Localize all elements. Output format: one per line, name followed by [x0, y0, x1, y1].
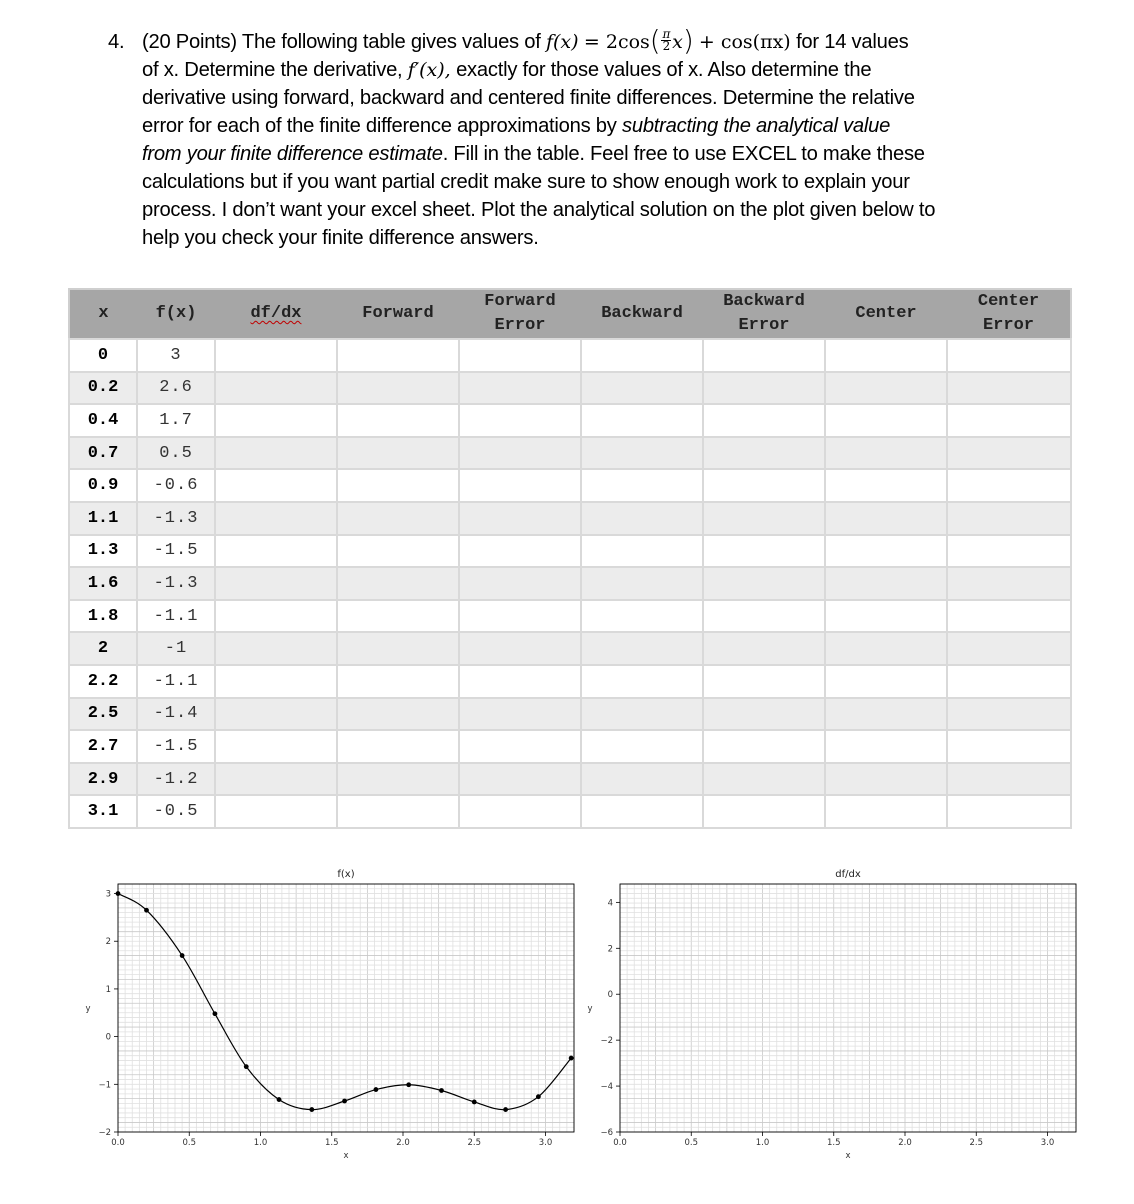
function-arg-x: x: [672, 31, 683, 53]
cell-x: 2.2: [69, 665, 137, 698]
y-tick-label: 1: [105, 984, 111, 995]
cell-backward-error-blank[interactable]: [703, 404, 825, 437]
cell-center-blank[interactable]: [825, 437, 947, 470]
y-tick-label: 4: [607, 898, 613, 909]
header-fx: f(x): [137, 289, 215, 339]
cell-center-error-blank[interactable]: [947, 567, 1071, 600]
cell-center-error-blank[interactable]: [947, 600, 1071, 633]
cell-center-blank[interactable]: [825, 404, 947, 437]
header-forward: Forward: [337, 289, 459, 339]
cell-forward-error-blank[interactable]: [459, 763, 581, 796]
cell-forward-error-blank[interactable]: [459, 404, 581, 437]
data-point: [342, 1099, 347, 1104]
cell-center-error-blank[interactable]: [947, 502, 1071, 535]
problem-line-8: help you check your finite difference answers.: [142, 227, 539, 249]
data-point: [277, 1097, 282, 1102]
table-row: [69, 535, 1071, 568]
cell-center-error-blank[interactable]: [947, 339, 1071, 372]
derivative-symbol: f′(x),: [407, 59, 451, 81]
cell-fx: -1.5: [137, 535, 215, 568]
cell-forward-blank[interactable]: [337, 600, 459, 633]
x-tick-label: 2.0: [898, 1138, 912, 1148]
data-point: [309, 1107, 314, 1112]
cell-x: 0.2: [69, 372, 137, 405]
problem-line-3: derivative using forward, backward and centered finite differences. Determine the relative: [142, 87, 915, 109]
problem-number: 4.: [108, 31, 125, 53]
cell-fx: -1.5: [137, 730, 215, 763]
header-backward-error: Backward Error: [703, 289, 825, 339]
cell-backward-error-blank[interactable]: [703, 535, 825, 568]
table-row: [69, 372, 1071, 405]
cell-center-blank[interactable]: [825, 535, 947, 568]
cell-backward-error-blank[interactable]: [703, 372, 825, 405]
cell-forward-blank[interactable]: [337, 437, 459, 470]
data-point: [180, 953, 185, 958]
cell-fx: 3: [137, 339, 215, 372]
header-dfdx: df/dx: [215, 289, 337, 339]
header-center-error: Center Error: [947, 289, 1071, 339]
header-center: Center: [825, 289, 947, 339]
problem-line-2b: exactly for those values of x. Also determine the: [456, 59, 872, 81]
cell-center-blank[interactable]: [825, 469, 947, 502]
cell-dfdx-blank[interactable]: [215, 437, 337, 470]
cell-fx: -1.3: [137, 567, 215, 600]
cell-x: 0: [69, 339, 137, 372]
problem-line-4-emphasis: subtracting the analytical value: [622, 115, 891, 137]
function-eq: = 2cos: [583, 31, 650, 53]
x-tick-label: 1.5: [324, 1138, 339, 1148]
function-cos-term: + cos(πx): [698, 31, 791, 53]
cell-center-error-blank[interactable]: [947, 665, 1071, 698]
cell-center-blank[interactable]: [825, 763, 947, 796]
x-tick-label: 1.0: [253, 1138, 268, 1148]
table-header-row: [69, 289, 1071, 339]
cell-backward-error-blank[interactable]: [703, 665, 825, 698]
cell-center-blank[interactable]: [825, 567, 947, 600]
cell-backward-blank[interactable]: [581, 469, 703, 502]
cell-backward-blank[interactable]: [581, 404, 703, 437]
y-tick-label: 2: [607, 944, 613, 955]
cell-x: 1.6: [69, 567, 137, 600]
cell-center-error-blank[interactable]: [947, 632, 1071, 665]
cell-center-error-blank[interactable]: [947, 437, 1071, 470]
data-point: [472, 1100, 477, 1105]
cell-x: 2.9: [69, 763, 137, 796]
cell-center-blank[interactable]: [825, 632, 947, 665]
cell-fx: -1: [137, 632, 215, 665]
cell-backward-blank[interactable]: [581, 632, 703, 665]
cell-forward-blank[interactable]: [337, 698, 459, 731]
table-row: [69, 437, 1071, 470]
problem-line-6: calculations but if you want partial credit make sure to show enough work to explain your: [142, 171, 910, 193]
y-tick-label: −2: [600, 1036, 613, 1047]
cell-forward-error-blank[interactable]: [459, 730, 581, 763]
cell-backward-blank[interactable]: [581, 372, 703, 405]
cell-center-blank[interactable]: [825, 795, 947, 828]
cell-dfdx-blank[interactable]: [215, 730, 337, 763]
cell-backward-error-blank[interactable]: [703, 698, 825, 731]
data-point: [144, 908, 149, 913]
data-point: [536, 1094, 541, 1099]
problem-line-5b: . Fill in the table. Feel free to use EXCEL to make these: [442, 143, 925, 165]
table-row: [69, 763, 1071, 796]
cell-dfdx-blank[interactable]: [215, 372, 337, 405]
table-body: [69, 339, 1071, 828]
table-row: [69, 795, 1071, 828]
cell-center-blank[interactable]: [825, 665, 947, 698]
cell-x: 1.8: [69, 600, 137, 633]
cell-backward-error-blank[interactable]: [703, 795, 825, 828]
x-tick-label: 1.5: [826, 1138, 841, 1148]
close-paren: ): [682, 24, 694, 57]
table-row: [69, 600, 1071, 633]
cell-x: 2.7: [69, 730, 137, 763]
cell-fx: 1.7: [137, 404, 215, 437]
cell-fx: 0.5: [137, 437, 215, 470]
cell-backward-blank[interactable]: [581, 502, 703, 535]
problem-intro: The following table gives values of: [241, 31, 541, 53]
cell-forward-error-blank[interactable]: [459, 437, 581, 470]
cell-fx: -1.4: [137, 698, 215, 731]
cell-dfdx-blank[interactable]: [215, 632, 337, 665]
cell-forward-error-blank[interactable]: [459, 535, 581, 568]
cell-center-error-blank[interactable]: [947, 763, 1071, 796]
cell-x: 0.7: [69, 437, 137, 470]
cell-forward-error-blank[interactable]: [459, 795, 581, 828]
header-backward: Backward: [581, 289, 703, 339]
y-axis-label: y: [85, 1004, 91, 1014]
cell-forward-blank[interactable]: [337, 469, 459, 502]
cell-backward-error-blank[interactable]: [703, 469, 825, 502]
cell-backward-blank[interactable]: [581, 665, 703, 698]
x-tick-label: 1.0: [755, 1138, 770, 1148]
cell-x: 1.1: [69, 502, 137, 535]
cell-backward-error-blank[interactable]: [703, 502, 825, 535]
cell-center-error-blank[interactable]: [947, 469, 1071, 502]
cell-center-error-blank[interactable]: [947, 372, 1071, 405]
x-axis-label: x: [343, 1151, 349, 1161]
cell-forward-blank[interactable]: [337, 795, 459, 828]
cell-center-blank[interactable]: [825, 730, 947, 763]
problem-count: for 14 values: [796, 31, 909, 53]
y-tick-label: 0: [105, 1032, 111, 1043]
table-row: [69, 502, 1071, 535]
cell-backward-error-blank[interactable]: [703, 632, 825, 665]
y-tick-label: 2: [105, 937, 111, 948]
cell-center-blank[interactable]: [825, 339, 947, 372]
y-tick-label: −1: [98, 1080, 111, 1091]
cell-forward-error-blank[interactable]: [459, 698, 581, 731]
cell-x: 2.5: [69, 698, 137, 731]
data-point: [569, 1056, 574, 1061]
y-tick-label: −6: [600, 1128, 613, 1138]
cell-forward-blank[interactable]: [337, 404, 459, 437]
table-row: [69, 469, 1071, 502]
y-tick-label: −4: [600, 1082, 613, 1093]
cell-center-error-blank[interactable]: [947, 730, 1071, 763]
cell-dfdx-blank[interactable]: [215, 535, 337, 568]
cell-fx: -1.1: [137, 600, 215, 633]
problem-line-5-emphasis: from your finite difference estimate: [142, 143, 443, 165]
table-row: [69, 567, 1071, 600]
problem-statement: [108, 24, 1118, 252]
cell-x: 0.4: [69, 404, 137, 437]
cell-center-error-blank[interactable]: [947, 698, 1071, 731]
cell-dfdx-blank[interactable]: [215, 502, 337, 535]
x-axis-label: x: [845, 1151, 851, 1161]
cell-backward-error-blank[interactable]: [703, 437, 825, 470]
problem-body: [142, 24, 1118, 252]
x-tick-label: 0.5: [684, 1138, 699, 1148]
cell-forward-blank[interactable]: [337, 502, 459, 535]
cell-backward-error-blank[interactable]: [703, 763, 825, 796]
cell-center-blank[interactable]: [825, 698, 947, 731]
cell-backward-blank[interactable]: [581, 437, 703, 470]
problem-line-2a: of x. Determine the derivative,: [142, 59, 403, 81]
cell-dfdx-blank[interactable]: [215, 339, 337, 372]
cell-fx: -1.3: [137, 502, 215, 535]
cell-forward-error-blank[interactable]: [459, 339, 581, 372]
cell-forward-blank[interactable]: [337, 535, 459, 568]
cell-backward-blank[interactable]: [581, 600, 703, 633]
y-tick-label: 3: [105, 889, 111, 900]
cell-forward-blank[interactable]: [337, 339, 459, 372]
table-row: [69, 339, 1071, 372]
table-row: [69, 632, 1071, 665]
x-tick-label: 3.0: [1040, 1138, 1055, 1148]
cell-center-error-blank[interactable]: [947, 535, 1071, 568]
x-tick-label: 2.5: [467, 1138, 482, 1148]
cell-fx: -1.1: [137, 665, 215, 698]
cell-forward-blank[interactable]: [337, 665, 459, 698]
cell-center-blank[interactable]: [825, 372, 947, 405]
cell-backward-blank[interactable]: [581, 763, 703, 796]
cell-forward-blank[interactable]: [337, 763, 459, 796]
y-tick-label: −2: [98, 1128, 111, 1138]
cell-forward-error-blank[interactable]: [459, 665, 581, 698]
fx-curve: [118, 894, 571, 1110]
problem-points: (20 Points): [142, 31, 237, 53]
cell-dfdx-blank[interactable]: [215, 600, 337, 633]
header-x: x: [69, 289, 137, 339]
cell-dfdx-blank[interactable]: [215, 763, 337, 796]
cell-center-error-blank[interactable]: [947, 404, 1071, 437]
cell-fx: 2.6: [137, 372, 215, 405]
cell-backward-error-blank[interactable]: [703, 730, 825, 763]
x-tick-label: 0.5: [182, 1138, 197, 1148]
cell-center-blank[interactable]: [825, 502, 947, 535]
data-point: [406, 1082, 411, 1087]
cell-forward-blank[interactable]: [337, 567, 459, 600]
cell-forward-blank[interactable]: [337, 372, 459, 405]
chart-title: df/dx: [835, 869, 861, 880]
values-table: [68, 288, 1072, 829]
cell-forward-blank[interactable]: [337, 730, 459, 763]
table-row: [69, 665, 1071, 698]
cell-forward-error-blank[interactable]: [459, 567, 581, 600]
x-tick-label: 2.5: [969, 1138, 984, 1148]
cell-backward-error-blank[interactable]: [703, 567, 825, 600]
cell-dfdx-blank[interactable]: [215, 795, 337, 828]
cell-backward-blank[interactable]: [581, 730, 703, 763]
y-tick-label: 0: [607, 990, 613, 1001]
cell-center-error-blank[interactable]: [947, 795, 1071, 828]
data-point: [116, 891, 121, 896]
function-lhs: f(x): [545, 31, 579, 53]
cell-fx: -1.2: [137, 763, 215, 796]
data-point: [213, 1011, 218, 1016]
x-tick-label: 3.0: [538, 1138, 553, 1148]
cell-fx: -0.6: [137, 469, 215, 502]
cell-dfdx-blank[interactable]: [215, 567, 337, 600]
cell-center-blank[interactable]: [825, 600, 947, 633]
problem-line-4a: error for each of the finite difference approximations by: [142, 115, 617, 137]
pi-over-two-fraction: $\frac{\pi}{2}$: [662, 27, 671, 54]
data-point: [439, 1088, 444, 1093]
cell-dfdx-blank[interactable]: [215, 469, 337, 502]
fx-plot: [80, 862, 580, 1162]
cell-x: 2: [69, 632, 137, 665]
open-paren: (: [649, 24, 661, 57]
cell-backward-blank[interactable]: [581, 698, 703, 731]
data-point: [244, 1064, 249, 1069]
cell-backward-blank[interactable]: [581, 339, 703, 372]
cell-forward-error-blank[interactable]: [459, 632, 581, 665]
x-tick-label: 0.0: [111, 1138, 125, 1148]
table-row: [69, 698, 1071, 731]
x-tick-label: 0.0: [613, 1138, 627, 1148]
cell-x: 3.1: [69, 795, 137, 828]
cell-x: 0.9: [69, 469, 137, 502]
header-forward-error: Forward Error: [459, 289, 581, 339]
cell-forward-error-blank[interactable]: [459, 372, 581, 405]
y-axis-label: y: [587, 1004, 593, 1014]
cell-backward-blank[interactable]: [581, 795, 703, 828]
problem-line-7: process. I don’t want your excel sheet. Plot the analytical solution on the plot given below to: [142, 199, 936, 221]
cell-forward-blank[interactable]: [337, 632, 459, 665]
cell-backward-error-blank[interactable]: [703, 339, 825, 372]
cell-backward-error-blank[interactable]: [703, 600, 825, 633]
cell-x: 1.3: [69, 535, 137, 568]
table-row: [69, 730, 1071, 763]
data-point: [374, 1087, 379, 1092]
cell-forward-error-blank[interactable]: [459, 502, 581, 535]
table-row: [69, 404, 1071, 437]
cell-dfdx-blank[interactable]: [215, 698, 337, 731]
cell-fx: -0.5: [137, 795, 215, 828]
chart-title: f(x): [337, 869, 355, 880]
cell-dfdx-blank[interactable]: [215, 404, 337, 437]
cell-backward-blank[interactable]: [581, 567, 703, 600]
x-tick-label: 2.0: [396, 1138, 410, 1148]
data-point: [503, 1107, 508, 1112]
cell-backward-blank[interactable]: [581, 535, 703, 568]
cell-dfdx-blank[interactable]: [215, 665, 337, 698]
dfdx-plot: [582, 862, 1082, 1162]
cell-forward-error-blank[interactable]: [459, 600, 581, 633]
cell-forward-error-blank[interactable]: [459, 469, 581, 502]
